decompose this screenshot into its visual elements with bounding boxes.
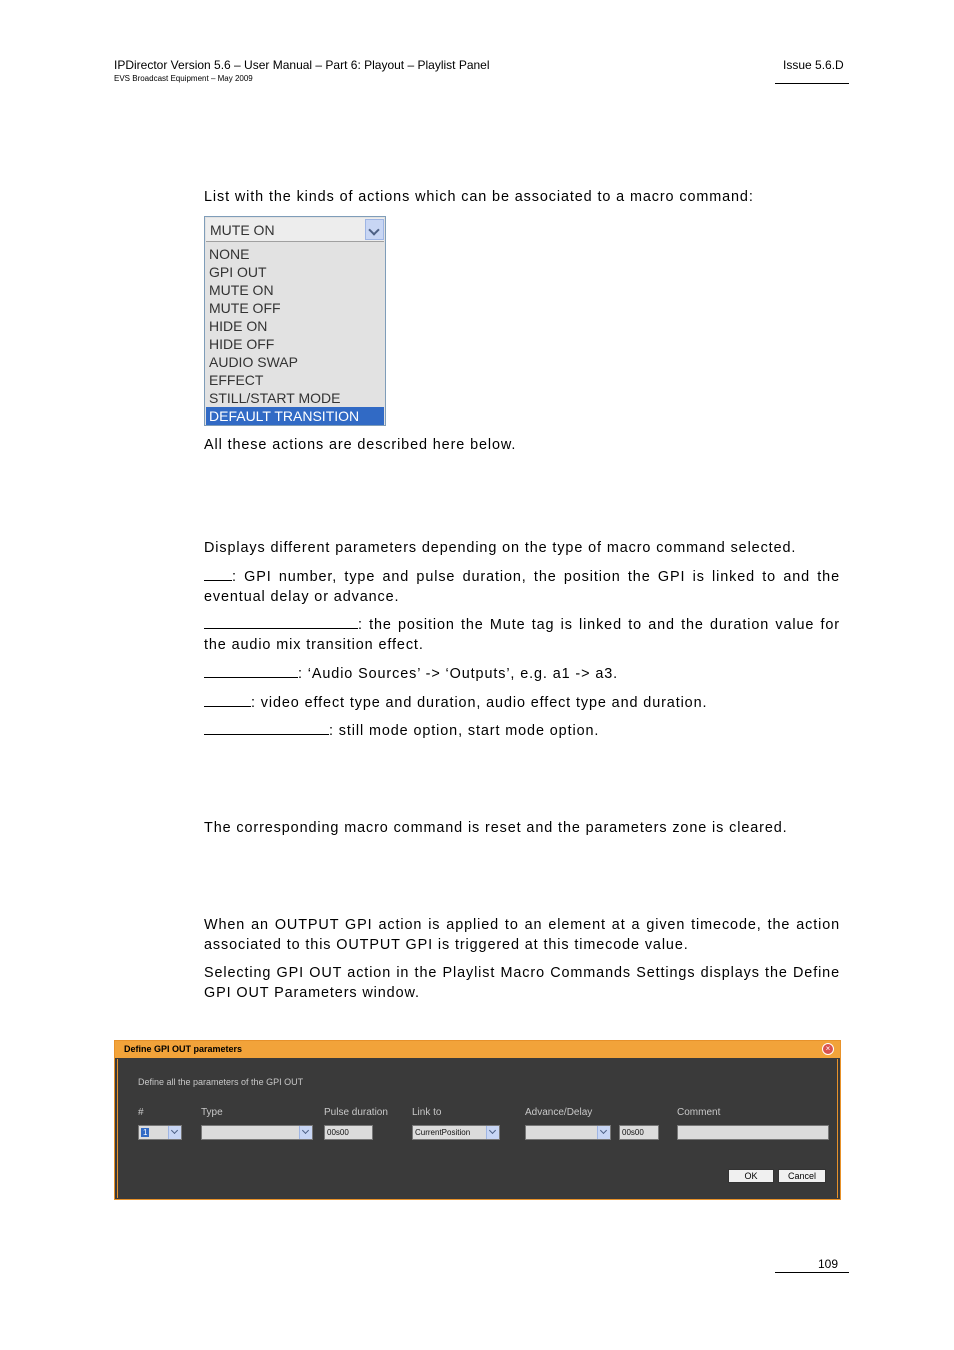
label-advance: Advance/Delay <box>525 1107 593 1118</box>
dropdown-option[interactable]: MUTE OFF <box>209 300 281 316</box>
header-subtitle: EVS Broadcast Equipment – May 2009 <box>114 74 253 83</box>
advance-delay-select[interactable] <box>525 1125 611 1140</box>
dropdown-option[interactable]: STILL/START MODE <box>209 390 341 406</box>
dropdown-selected-value: MUTE ON <box>210 222 275 238</box>
number-select[interactable] <box>138 1125 182 1140</box>
param-effect: : video effect type and duration, audio effect type and duration. <box>204 694 840 714</box>
label-pulse: Pulse duration <box>324 1107 388 1118</box>
dropdown-option[interactable]: NONE <box>209 246 250 262</box>
dialog-body <box>117 1059 838 1198</box>
param-mute: : the position the Mute tag is linked to and the duration value for the audio mix transition effect. <box>204 617 840 653</box>
pulse-duration-input[interactable]: 00s00 <box>324 1125 373 1140</box>
dropdown-option[interactable]: HIDE ON <box>209 318 268 334</box>
dropdown-selected-box[interactable] <box>206 218 384 242</box>
params-intro-text: Displays different parameters depending on the type of macro command selected. <box>204 540 797 556</box>
term-gpi-blank <box>204 568 232 581</box>
number-value: 1 <box>143 1128 148 1137</box>
chevron-down-icon[interactable] <box>299 1126 312 1139</box>
chevron-down-icon[interactable] <box>597 1126 610 1139</box>
label-type: Type <box>201 1107 223 1118</box>
header-issue: Issue 5.6.D <box>783 58 844 72</box>
dialog-title: Define GPI OUT parameters <box>124 1044 243 1054</box>
param-gpi: : GPI number, type and pulse duration, the position the GPI is linked to and the eventual delay or advance. <box>204 569 840 605</box>
dropdown-option[interactable]: DEFAULT TRANSITION <box>206 407 384 425</box>
chevron-down-icon[interactable] <box>365 219 384 240</box>
term-effect-blank <box>204 694 251 707</box>
intro-text: List with the kinds of actions which can be associated to a macro command: <box>204 189 754 205</box>
label-number: # <box>138 1107 144 1118</box>
param-swap: : ‘Audio Sources’ -> ‘Outputs’, e.g. a1 -> a3. <box>204 665 840 685</box>
ok-button[interactable]: OK <box>728 1169 774 1183</box>
link-to-value: CurrentPosition <box>415 1128 471 1137</box>
after-list-text: All these actions are described here below. <box>204 437 517 453</box>
dropdown-option[interactable]: EFFECT <box>209 372 264 388</box>
header-title: IPDirector Version 5.6 – User Manual – Part 6: Playout – Playlist Panel <box>114 58 490 72</box>
gpi-out-dialog <box>114 1040 841 1200</box>
header-rule <box>775 83 849 84</box>
cancel-button[interactable]: Cancel <box>778 1169 826 1183</box>
reset-text: The corresponding macro command is reset and the parameters zone is cleared. <box>204 820 788 836</box>
dropdown-option[interactable]: AUDIO SWAP <box>209 354 298 370</box>
dropdown-option[interactable]: MUTE ON <box>209 282 274 298</box>
link-to-select[interactable] <box>412 1125 500 1140</box>
param-still: : still mode option, start mode option. <box>204 722 840 742</box>
chevron-down-icon[interactable] <box>168 1126 181 1139</box>
gpi-paragraph-1: When an OUTPUT GPI action is applied to an element at a given timecode, the action associated to this OUTPUT GPI is triggered at this timecode value. <box>204 917 840 953</box>
comment-input[interactable] <box>677 1125 829 1140</box>
term-swap-blank <box>204 665 298 678</box>
dropdown-option[interactable]: GPI OUT <box>209 264 267 280</box>
dialog-titlebar <box>115 1041 840 1058</box>
chevron-down-icon[interactable] <box>486 1126 499 1139</box>
label-comment: Comment <box>677 1107 721 1118</box>
advance-delay-input[interactable]: 00s00 <box>619 1125 659 1140</box>
dropdown-options-list <box>206 245 384 425</box>
term-mute-blank <box>204 616 358 629</box>
type-select[interactable] <box>201 1125 313 1140</box>
footer-rule <box>775 1272 849 1273</box>
action-dropdown[interactable] <box>204 216 386 426</box>
gpi-paragraph-2: Selecting GPI OUT action in the Playlist Macro Commands Settings displays the Define GPI OUT Parameters window. <box>204 965 840 1001</box>
dropdown-option[interactable]: HIDE OFF <box>209 336 275 352</box>
term-still-blank <box>204 722 329 735</box>
dialog-instruction: Define all the parameters of the GPI OUT <box>138 1077 304 1087</box>
close-icon[interactable]: × <box>822 1043 834 1055</box>
label-link: Link to <box>412 1107 442 1118</box>
page-number: 109 <box>818 1257 839 1271</box>
